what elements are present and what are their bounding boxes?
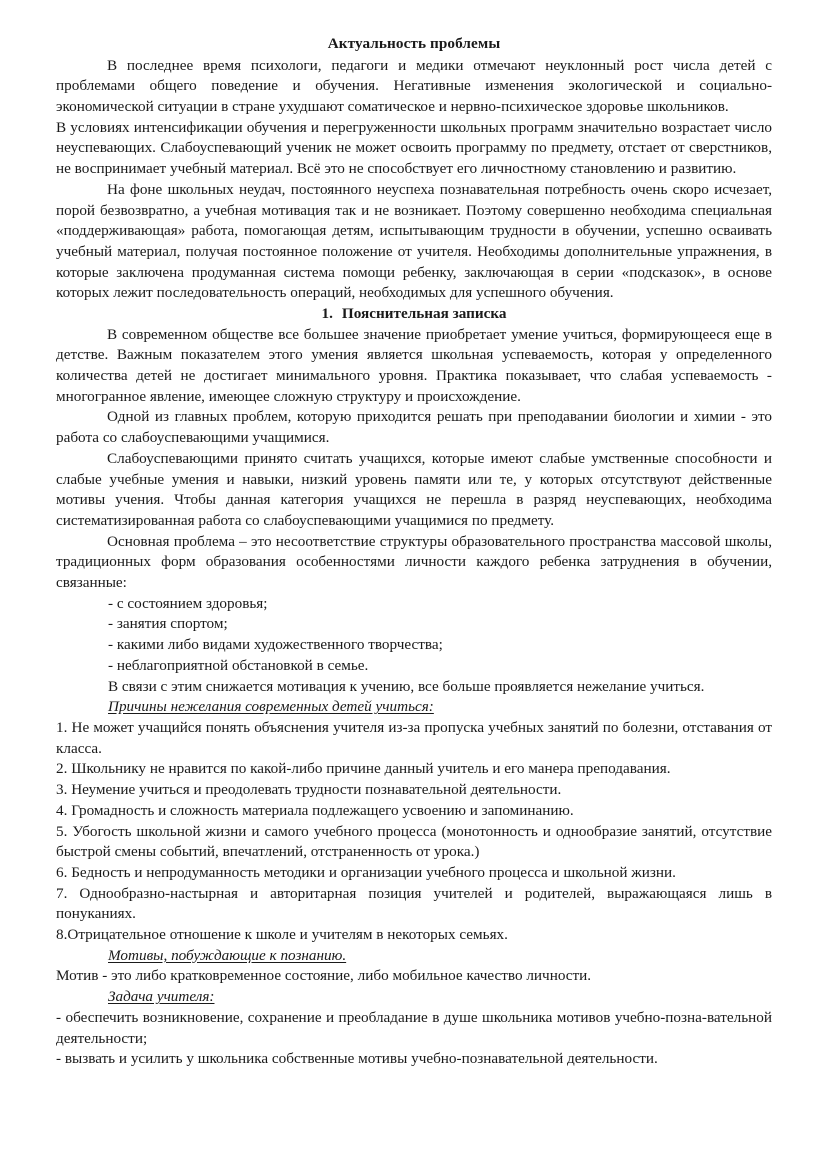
paragraph-main-problem: Основная проблема – это несоответствие структуры образовательного пространства массовой школы, традиционных форм образования особенностями личности каждого ребенка затруднения в обучении, связанные: [56,532,772,592]
teacher-task-item-1: - обеспечить возникновение, сохранение и преобладание в душе школьника мотивов учебно-позна-вательной деятельности; [56,1008,772,1047]
list-item-difficulty-art: - какими либо видами художественного творчества; [108,636,443,654]
paragraph-transition-motivation: В связи с этим снижается мотивация к учению, все больше проявляется нежелание учиться. [108,677,705,695]
paragraph-note-1: В современном обществе все большее значение приобретает умение учиться, формирующееся еще в детстве. Важным показателем этого умения является школьная успеваемость, которая у определенного количества детей не достигает минимального уровня. Практика показывает, что слабая успеваемость - многогранное явление, имеющее сложную структуру и происхождение. [56,325,772,405]
reason-item-8: 8.Отрицательное отношение к школе и учителям в некоторых семьях. [56,926,508,944]
subheading-teacher-task [56,987,772,1008]
document-body [56,34,772,1070]
section-title: Пояснительная записка [341,305,507,323]
reason-item-7: 7. Однообразно-настырная и авторитарная позиция учителей и родителей, выражающаяся лишь в понуканиях. [56,884,772,923]
reason-item-6: 6. Бедность и непродуманность методики и организации учебного процесса и школьной жизни. [56,863,676,881]
paragraph-relevance-1: В последнее время психологи, педагоги и медики отмечают неуклонный рост числа детей с проблемами общего поведение и обучения. Негативные изменения экологической и социально-экономической ситуации в стране ухудшают соматическое и нервно-психическое здоровье школьников. [56,56,772,115]
subheading-motives [56,946,772,967]
reason-item-4: 4. Громадность и сложность материала подлежащего усвоению и запоминанию. [56,801,574,819]
paragraph-motive-definition: Мотив - это либо кратковременное состояние, либо мобильное качество личности. [56,967,592,985]
paragraph-note-2: Одной из главных проблем, которую приходится решать при преподавании биологии и химии - это работа со слабоуспевающими учащимися. [56,408,772,447]
list-item-difficulty-sport: - занятия спортом; [108,615,228,633]
paragraph-note-3: Слабоуспевающими принято считать учащихся, которые имеют слабые умственные способности и слабые учебные умения и навыки, низкий уровень памяти или те, у которых отсутствуют действенные мотивы учения. Чтобы данная категория учащихся не перешла в разряд неуспевающих, необходима систематизированная работа со слабоуспевающими учащимися по предмету. [56,449,772,529]
reason-item-1: 1. Не может учащийся понять объяснения учителя из-за пропуска учебных занятий по болезни, отставания от класса. [56,718,772,757]
section-number: 1. [321,305,333,323]
list-item-difficulty-health: - с состоянием здоровья; [108,594,268,612]
paragraph-relevance-2: В условиях интенсификации обучения и перегруженности школьных программ значительно возрастает число неуспевающих. Слабоуспевающий ученик не может освоить программу по предмету, отстает от сверстников, не воспринимает учебный материал. Всё это не способствует его личностному становлению и развитию. [56,118,772,178]
reason-item-3: 3. Неумение учиться и преодолевать трудности познавательной деятельности. [56,781,562,799]
subheading-teacher-task-text: Задача учителя: [108,988,215,1006]
subheading-motives-text: Мотивы, побуждающие к познанию. [108,946,347,964]
page-title: Актуальность проблемы [327,35,501,52]
subheading-reasons [56,697,772,718]
teacher-task-item-2: - вызвать и усилить у школьника собственные мотивы учебно-познавательной деятельности. [56,1050,658,1068]
reason-item-5: 5. Убогость школьной жизни и самого учебного процесса (монотонность и однообразие занятий, отсутствие быстрой смены событий, впечатлений, отстраненность от урока.) [56,822,772,861]
subheading-reasons-text: Причины нежелания современных детей учиться: [108,698,434,716]
paragraph-relevance-3: На фоне школьных неудач, постоянного неуспеха познавательная потребность очень скоро исчезает, порой безвозвратно, а учебная мотивация так и не возникает. Поэтому совершенно необходима специальная «поддерживающая» работа, помогающая детям, испытывающим трудности в обучении, успешно осваивать учебный материал, получая постоянное положение от учителя. Необходимы дополнительные упражнения, в которые заключена продуманная система помощи ребенку, заключающая в серии «подсказок», в основе которых лежит последовательность операций, необходимых для успешного обучения. [56,180,772,302]
section-heading-explanatory-note [56,304,772,325]
reason-item-2: 2. Школьнику не нравится по какой-либо причине данный учитель и его манера преподавания. [56,760,671,778]
list-item-difficulty-family: - неблагоприятной обстановкой в семье. [108,656,369,674]
